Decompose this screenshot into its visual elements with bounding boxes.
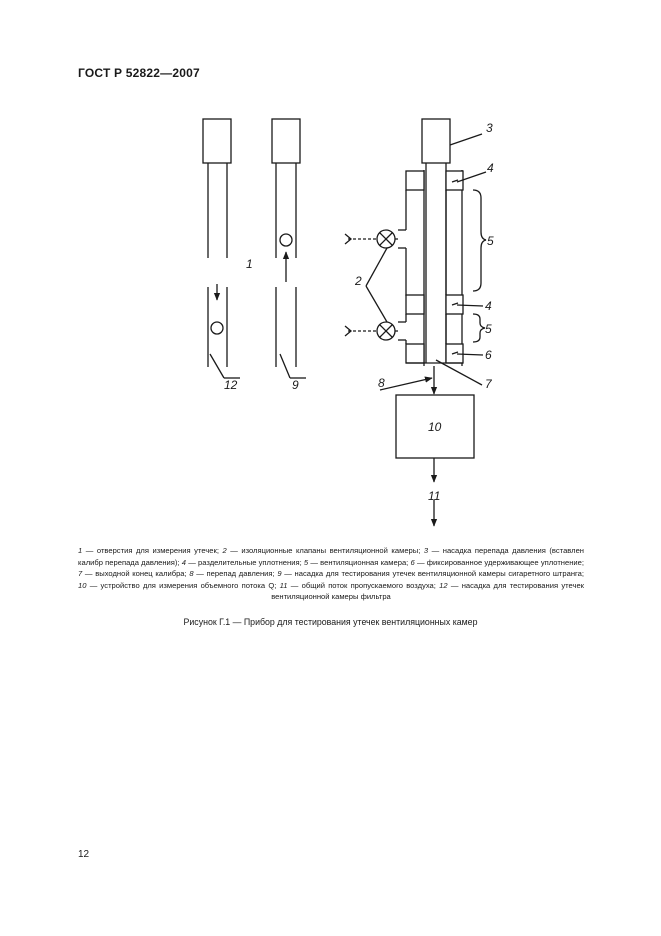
label-8: 8 [378,376,385,390]
legend-item-text: — общий поток пропускаемого воздуха; [287,580,440,590]
label-6: 6 [485,348,492,362]
label-2: 2 [355,274,362,288]
legend-item-text: — фиксированное удерживающее уплотнение; [414,557,584,567]
legend-item-number: 1 [78,546,83,555]
label-3: 3 [486,121,493,135]
label-4a: 4 [487,161,494,175]
legend-item-text: — разделительные уплотнения; [186,557,304,567]
legend-item-text: — вентиляционная камера; [308,557,411,567]
figure-legend [78,545,584,603]
legend-item-text: — насадка перепада давления (вставлен калибр перепада давления); [78,546,585,567]
legend-item-number: 8 [189,569,194,579]
figure-caption: Рисунок Г.1 — Прибор для тестирования утечек вентиляционных камер [183,617,478,627]
legend-item-number: 3 [423,546,429,555]
label-5b: 5 [485,322,492,336]
label-10: 10 [428,420,442,434]
nozzle-9-rod-chamber [272,119,306,378]
label-11: 11 [428,489,441,503]
legend-item-number: 11 [279,580,288,590]
legend-item-text: — насадка для тестирования утечек вентиляционной камеры сигаретного штранга; [281,569,584,579]
label-5a: 5 [487,234,494,248]
legend-item-number: 4 [181,557,186,567]
legend-item-number: 6 [410,557,415,567]
legend-item-number: 2 [222,546,227,555]
label-4b: 4 [485,299,492,313]
legend-item-text: — перепад давления; [193,569,278,579]
legend-item-text: — насадка для тестирования утечек вентиляционной камеры фильтра [271,580,584,602]
label-7: 7 [485,377,492,391]
legend-item-number: 10 [78,580,87,590]
legend-item-number: 5 [303,557,309,567]
legend-item-text: — отверстия для измерения утечек; [82,546,223,555]
label-12: 12 [224,378,238,392]
page-number: 12 [78,849,90,860]
legend-item-text: — выходной конец калибра; [82,569,190,579]
legend-item-text: — изоляционные клапаны вентиляционной камеры; [226,546,424,555]
legend-item-number: 7 [78,569,83,579]
label-1: 1 [246,257,253,271]
label-9: 9 [292,378,299,392]
ventilation-chamber-apparatus [345,119,486,394]
legend-item-number: 12 [439,580,448,590]
document-header: ГОСТ Р 52822—2007 [78,66,200,80]
nozzle-12-filter-chamber [203,119,240,378]
legend-item-text: — устройство для измерения объемного потока Q; [86,580,280,590]
legend-item-number: 9 [277,569,282,579]
